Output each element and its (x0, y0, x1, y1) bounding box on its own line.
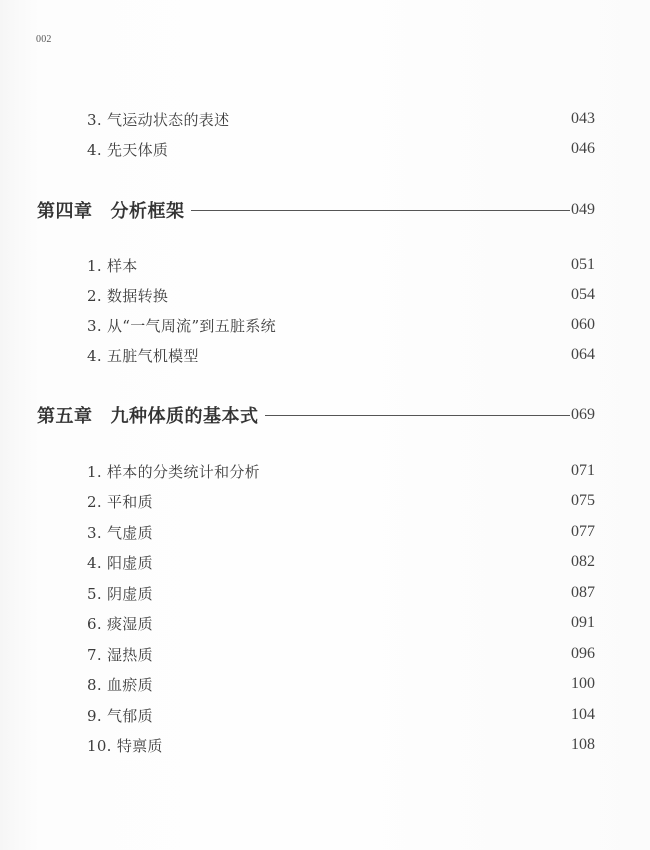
toc-entry[interactable] (87, 582, 595, 604)
toc-entry-label: 4. 阳虚质 (87, 553, 153, 572)
toc-entry-label: 5. 阴虚质 (87, 584, 153, 603)
toc-entry-label: 1. 样本的分类统计和分析 (87, 462, 260, 481)
leader-line (265, 415, 571, 416)
toc-entry[interactable] (87, 314, 595, 336)
toc-entry-page: 060 (571, 316, 595, 333)
toc-entry-label: 4. 先天体质 (87, 140, 169, 159)
toc-entry[interactable] (87, 344, 595, 366)
toc-entry-label: 10. 特禀质 (87, 736, 163, 755)
toc-chapter-heading[interactable] (37, 402, 595, 428)
toc-entry-label: 4. 五脏气机模型 (87, 346, 199, 365)
toc-entry-label: 2. 平和质 (87, 492, 153, 511)
toc-entry-page: 051 (571, 256, 595, 273)
toc-entry-label: 7. 湿热质 (87, 645, 153, 664)
toc-entry-label: 3. 气运动状态的表述 (87, 110, 230, 129)
toc-entry[interactable] (87, 643, 595, 665)
toc-entry-label: 2. 数据转换 (87, 286, 169, 305)
toc-entry[interactable] (87, 490, 595, 512)
toc-entry-page: 091 (571, 614, 595, 631)
toc-entry-page: 100 (571, 675, 595, 692)
toc-entry-label: 1. 样本 (87, 256, 138, 275)
chapter-title: 九种体质的基本式 (110, 406, 259, 427)
toc-entry[interactable] (87, 704, 595, 726)
toc-chapter-heading[interactable] (37, 197, 595, 223)
chapter-number: 第五章 (37, 406, 93, 427)
toc-entry-label: 3. 从“一气周流”到五脏系统 (87, 316, 276, 335)
toc-entry[interactable] (87, 284, 595, 306)
toc-entry[interactable] (87, 460, 595, 482)
chapter-title: 分析框架 (110, 201, 185, 222)
toc-entry-page: 071 (571, 462, 595, 479)
toc-entry-label: 9. 气郁质 (87, 706, 153, 725)
toc-entry-page: 087 (571, 584, 595, 601)
toc-entry[interactable] (87, 551, 595, 573)
toc-entry[interactable] (87, 138, 595, 160)
toc-entry-page: 054 (571, 286, 595, 303)
toc-entry-label: 3. 气虚质 (87, 523, 153, 542)
toc-entry[interactable] (87, 673, 595, 695)
toc-entry-page: 082 (571, 553, 595, 570)
toc-entry[interactable] (87, 521, 595, 543)
chapter-page: 069 (571, 406, 595, 423)
toc-entry-page: 096 (571, 645, 595, 662)
toc-entry[interactable] (87, 254, 595, 276)
page-number: 002 (36, 34, 52, 45)
toc-entry[interactable] (87, 612, 595, 634)
toc-entry[interactable] (87, 108, 595, 130)
chapter-number: 第四章 (37, 201, 93, 222)
toc-entry-page: 077 (571, 523, 595, 540)
toc-entry-label: 6. 痰湿质 (87, 614, 153, 633)
toc-entry-page: 043 (571, 110, 595, 127)
toc-entry-page: 075 (571, 492, 595, 509)
toc-entry-page: 064 (571, 346, 595, 363)
toc-entry-page: 108 (571, 736, 595, 753)
toc-entry-label: 8. 血瘀质 (87, 675, 153, 694)
toc-entry-page: 104 (571, 706, 595, 723)
chapter-page: 049 (571, 201, 595, 218)
toc-entry-page: 046 (571, 140, 595, 157)
toc-entry[interactable] (87, 734, 595, 756)
leader-line (191, 210, 571, 211)
